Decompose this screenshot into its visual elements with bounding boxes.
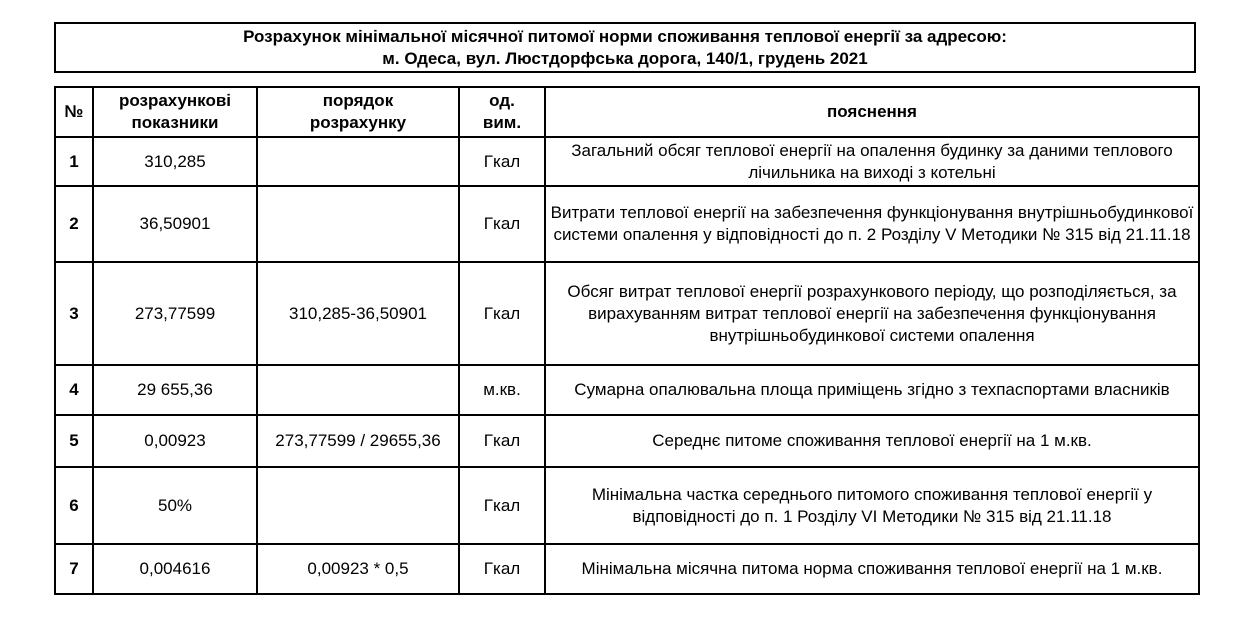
header-order-line1: порядок: [322, 91, 394, 110]
title-line-1: Розрахунок мінімальної місячної питомої норми споживання теплової енергії за адресою:: [243, 26, 1007, 46]
row-value: 29 655,36: [93, 365, 257, 415]
row-explanation: Загальний обсяг теплової енергії на опалення будинку за даними теплового лічильника на виході з котельні: [545, 137, 1199, 186]
row-explanation: Сумарна опалювальна площа приміщень згідно з техпаспортами власників: [545, 365, 1199, 415]
row-unit: Гкал: [459, 415, 545, 467]
header-explanation: пояснення: [545, 87, 1199, 137]
row-unit: Гкал: [459, 186, 545, 262]
row-value: 0,00923: [93, 415, 257, 467]
row-num: 5: [55, 415, 93, 467]
header-order-line2: розрахунку: [309, 113, 407, 132]
row-value: 50%: [93, 467, 257, 544]
row-num: 3: [55, 262, 93, 365]
row-unit: Гкал: [459, 544, 545, 594]
table-row: [55, 365, 1199, 415]
row-num: 4: [55, 365, 93, 415]
title-line-2: м. Одеса, вул. Люстдорфська дорога, 140/1, грудень 2021: [382, 48, 868, 68]
row-order: 273,77599 / 29655,36: [257, 415, 459, 467]
row-order: [257, 137, 459, 186]
row-unit: Гкал: [459, 467, 545, 544]
header-indicators-line1: розрахункові: [118, 91, 232, 110]
row-unit: Гкал: [459, 262, 545, 365]
row-value: 36,50901: [93, 186, 257, 262]
table-row: [55, 544, 1199, 594]
row-order: 310,285-36,50901: [257, 262, 459, 365]
table-row: [55, 137, 1199, 186]
row-num: 1: [55, 137, 93, 186]
header-unit: [459, 87, 545, 137]
row-explanation: Мінімальна місячна питома норма споживання теплової енергії на 1 м.кв.: [545, 544, 1199, 594]
header-num: №: [55, 87, 93, 137]
row-explanation: Обсяг витрат теплової енергії розрахункового періоду, що розподіляється, за вирахуванням витрат теплової енергії на забезпечення функціонування внутрішньобудинкової системи опалення: [545, 262, 1199, 365]
row-num: 2: [55, 186, 93, 262]
table-header-row: [55, 87, 1199, 137]
row-order: [257, 467, 459, 544]
row-value: 273,77599: [93, 262, 257, 365]
header-unit-line1: од.: [489, 91, 515, 110]
header-indicators: [93, 87, 257, 137]
header-unit-line2: вим.: [482, 113, 522, 132]
document-title: [54, 22, 1196, 73]
row-order: [257, 186, 459, 262]
table-row: [55, 415, 1199, 467]
header-order: [257, 87, 459, 137]
row-unit: м.кв.: [459, 365, 545, 415]
calculation-table: [54, 86, 1200, 595]
header-indicators-line2: показники: [131, 113, 219, 132]
row-unit: Гкал: [459, 137, 545, 186]
table-row: [55, 467, 1199, 544]
row-explanation: Мінімальна частка середнього питомого споживання теплової енергії у відповідності до п. 1 Розділу VI Методики № 315 від 21.11.18: [545, 467, 1199, 544]
row-num: 7: [55, 544, 93, 594]
row-num: 6: [55, 467, 93, 544]
row-value: 310,285: [93, 137, 257, 186]
table-row: [55, 186, 1199, 262]
row-order: [257, 365, 459, 415]
row-value: 0,004616: [93, 544, 257, 594]
row-explanation: Витрати теплової енергії на забезпечення функціонування внутрішньобудинкової системи опалення у відповідності до п. 2 Розділу V Методики № 315 від 21.11.18: [545, 186, 1199, 262]
row-explanation: Середнє питоме споживання теплової енергії на 1 м.кв.: [545, 415, 1199, 467]
row-order: 0,00923 * 0,5: [257, 544, 459, 594]
table-row: [55, 262, 1199, 365]
